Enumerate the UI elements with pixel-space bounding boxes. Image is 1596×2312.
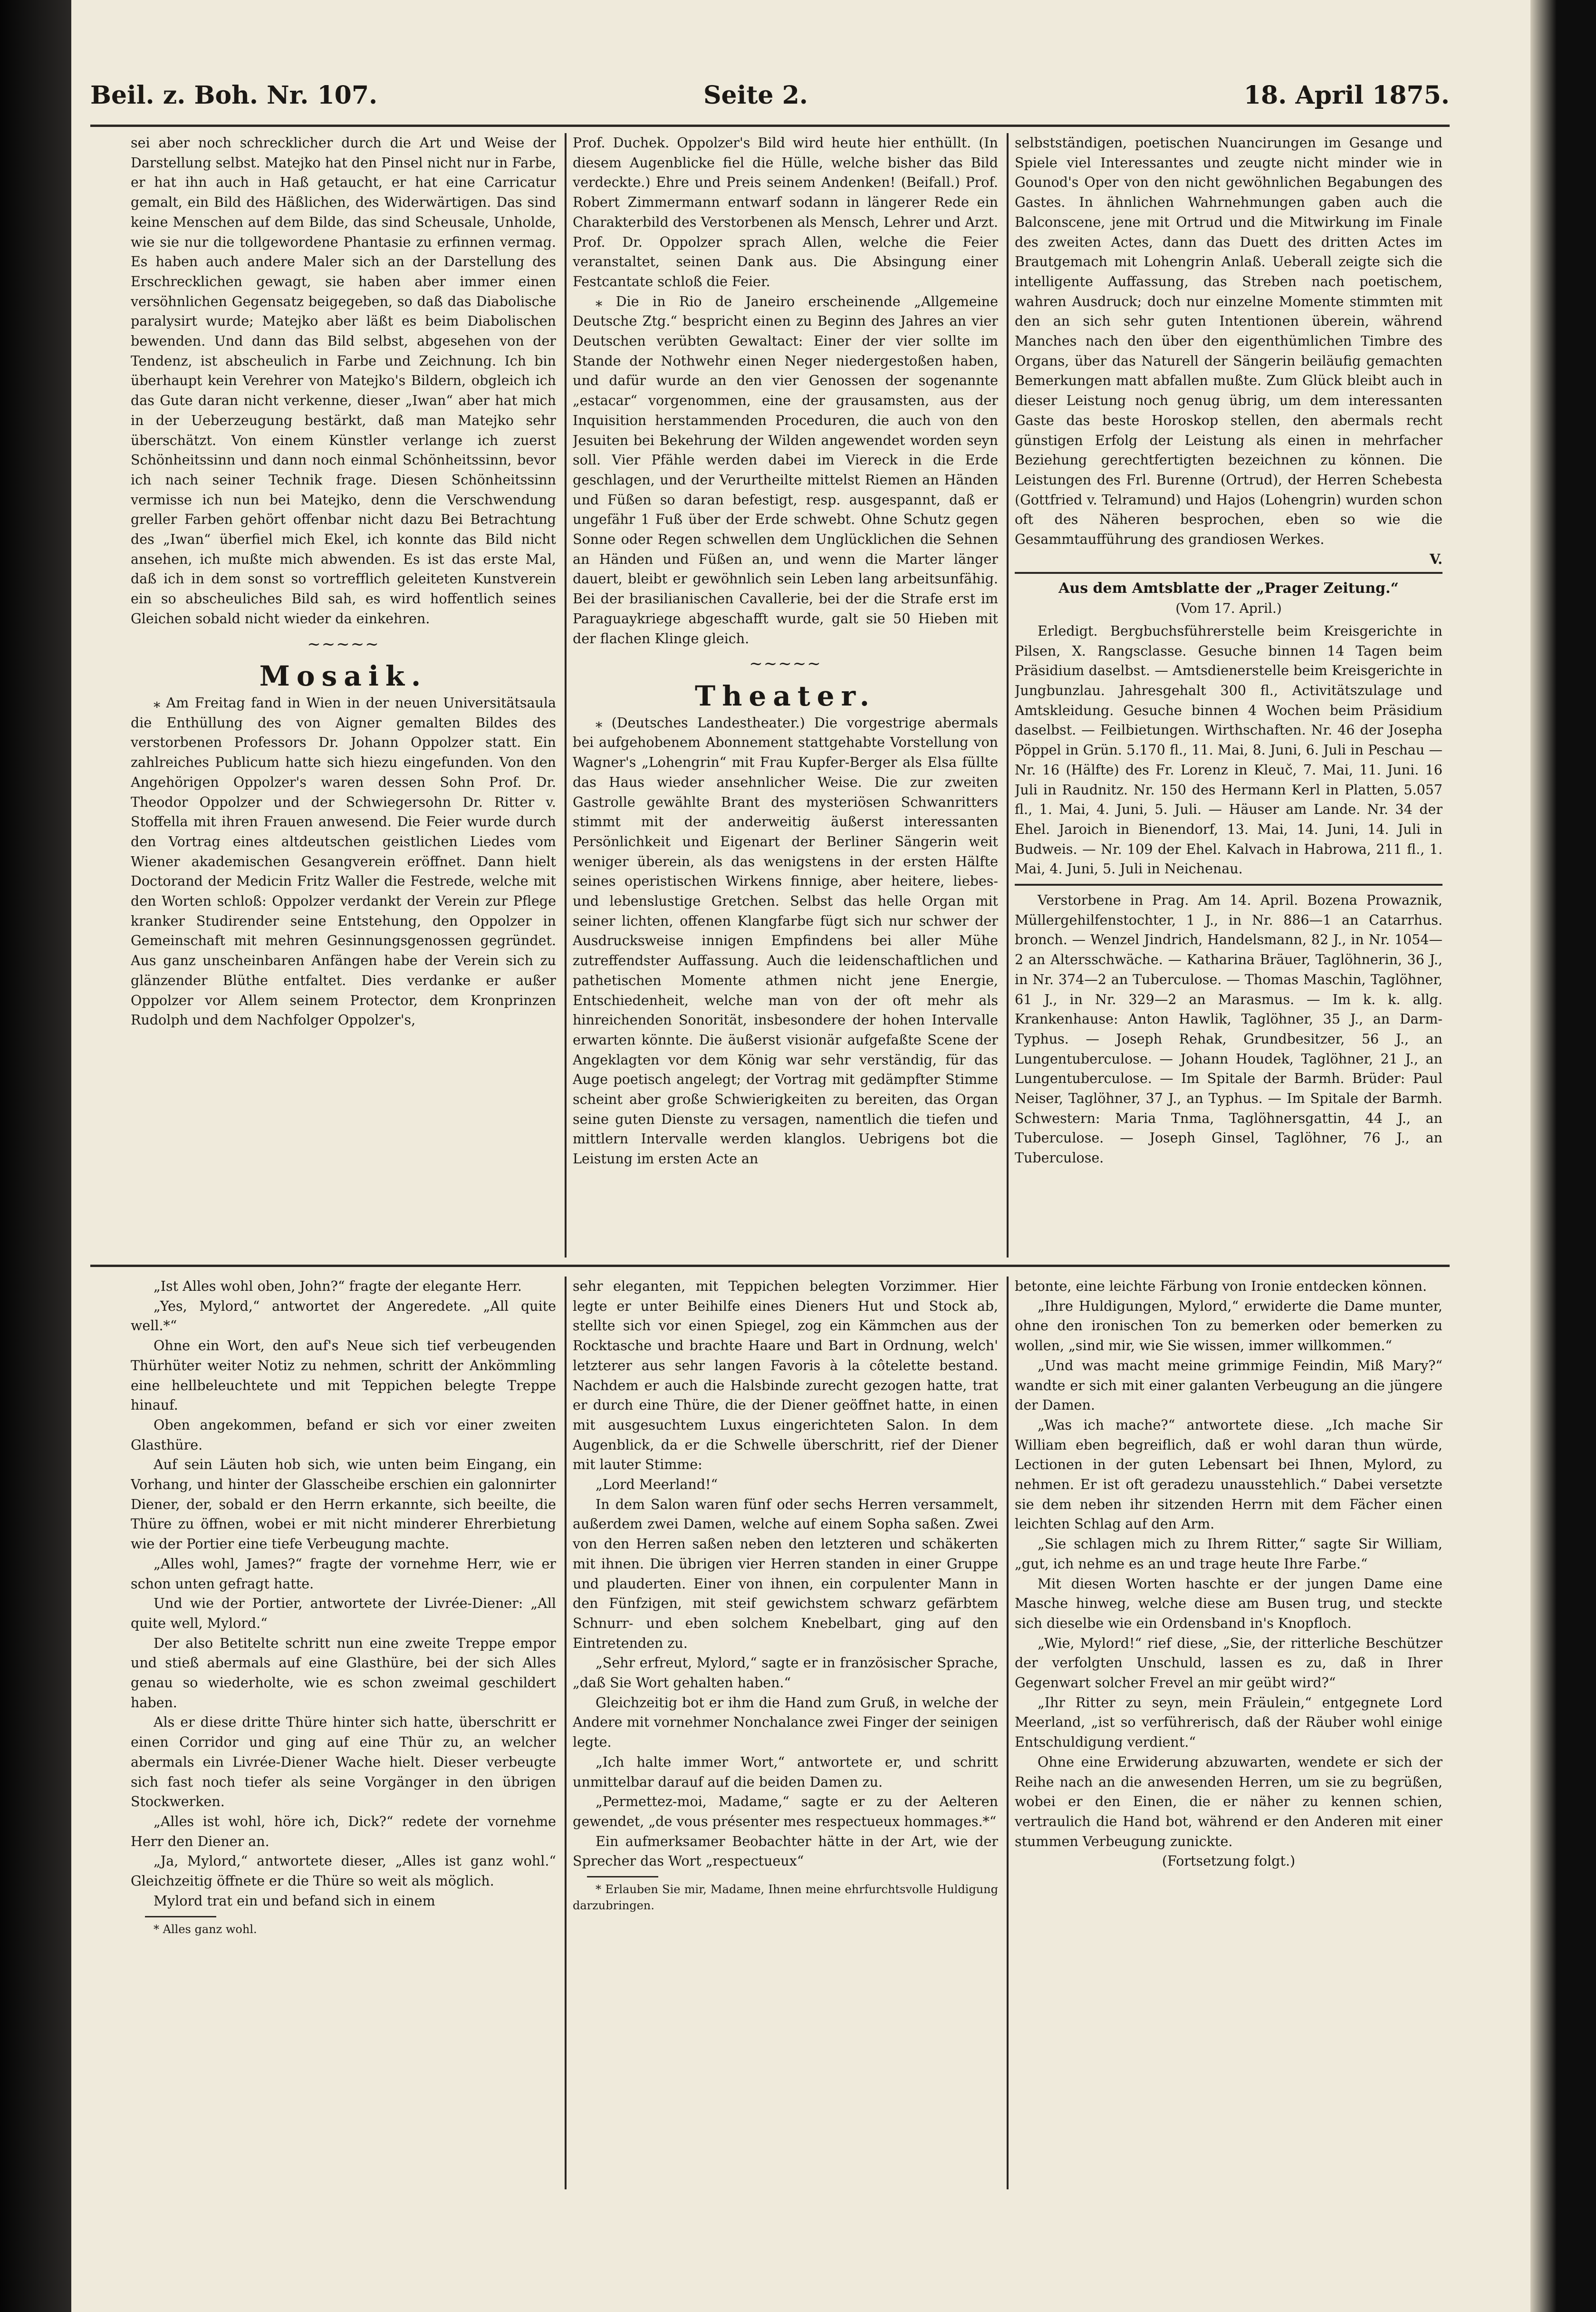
article-amtsblatt: Erledigt. Bergbuchsführerstelle beim Kreisgerichte in Pilsen, X. Rangsclasse. Gesuche binnen 14 Tagen beim Präsidium daselbst. — Amtsdienerstelle beim Kreisgerichte in Jungbunzlau. Jahresgehalt 300 fl., Activitätszulage und Amtskleidung. Gesuche binnen 4 Wochen beim Präsidium daselbst. — Feilbietungen. Wirthschaften. Nr. 46 der Josepha Pöppel in Grün. 5.170 fl., 11. Mai, 8. Juni, 6. Juli in Peschau — Nr. 16 (Hälfte) des Fr. Lorenz in Kleuč, 7. Mai, 11. Juni. 16 Juli in Raudnitz. Nr. 150 des Hermann Kerl in Platten, 5.057 fl., 1. Mai, 4. Juni, 5. Juli. — Häuser am Lande. Nr. 34 der Ehel. Jaroich in Bienendorf, 13. Mai, 14. Juni, 14. Juli in Budweis. — Nr. 109 der Ehel. Kalvach in Habrowa, 211 fl., 1. Mai, 4. Juni, 5. Juli in Neichenau. [1015,623,1442,877]
column-rule [565,1277,567,2189]
story-para: „Ihr Ritter zu seyn, mein Fräulein,“ entgegnete Lord Meerland, „ist so verführerisch, daß der Räuber wohl einige Entschuldigung verdient.“ [1015,1694,1442,1751]
article-verstorbene: Verstorbene in Prag. Am 14. April. Bozena Prowaznik, Müllergehilfenstochter, 1 J., in Nr. 886—1 an Catarrhus. bronch. — Wenzel Jindrich, Handelsmann, 82 J., in Nr. 1054—2 an Altersschwäche. — Katharina Bräuer, Taglöhnerin, 36 J., in Nr. 374—2 an Tuberculose. — Thomas Maschin, Taglöhner, 61 J., in Nr. 329—2 an Marasmus. — Im k. k. allg. Krankenhause: Anton Hawlik, Taglöhner, 35 J., an Darm-Typhus. — Joseph Rehak, Grundbesitzer, 56 J., an Lungentuberculose. — Johann Houdek, Taglöhner, 21 J., an Lungentuberculose. — Im Spitale der Barmh. Brüder: Paul Neiser, Taglöhner, 37 J., an Typhus. — Im Spitale der Barmh. Schwestern: Maria Tnma, Taglöhnersgattin, 44 J., an Tuberculose. — Joseph Ginsel, Taglöhner, 76 J., an Tuberculose. [1015,892,1442,1166]
story-para: „Sie schlagen mich zu Ihrem Ritter,“ sagte Sir William, „gut, ich nehme es an und trage heute Ihre Farbe.“ [1015,1536,1442,1572]
article-rio-de-janeiro: ⁎ Die in Rio de Janeiro erscheinende „Allgemeine Deutsche Ztg.“ bespricht einen zu Beginn des Jahres an vier Deutschen verübten Gewaltact: Einer der vier sollte im Stande der Nothwehr einen Neger niedergestoßen haben, und dafür wurde an den vier Genossen der sogenannte „estacar“ vorgenommen, eine der grausamsten, aus der Inquisition herstammenden Proceduren, die auch von den Jesuiten bei Bekehrung der Wilden angewendet worden seyn soll. Vier Pfähle werden dabei im Viereck in die Erde geschlagen, und der Verurtheilte mittelst Riemen an Händen und Füßen so daran befestigt, resp. ausgespannt, daß er ungefähr 1 Fuß über der Erde schwebt. Ohne Schutz gegen Sonne oder Regen schwellen dem Unglücklichen die Sehnen an Händen und Füßen an, und wenn die Marter länger dauert, bleibt er gewöhnlich sein Leben lang arbeitsunfähig. Bei der brasilianischen Cavallerie, bei der die Strafe erst im Paraguaykriege abgeschafft wurde, galt sie 50 Hieben mit der flachen Klinge gleich. [573,293,998,647]
footnote: * Erlauben Sie mir, Madame, Ihnen meine ehrfurchtsvolle Huldigung darzubringen. [573,1883,998,1913]
header-page-number: Seite 2. [703,81,808,110]
column-1 [131,133,556,1258]
story-para: „Alles ist wohl, höre ich, Dick?“ redete der vornehme Herr den Diener an. [131,1813,556,1849]
story-para: „Was ich mache?“ antwortete diese. „Ich mache Sir William eben begreiflich, daß er wohl daran thun würde, Lectionen in der guten Lebensart bei Ihnen, Mylord, zu nehmen. Er ist oft geradezu unausstehlich.“ Dabei versetzte sie dem neben ihr sitzenden Herrn mit dem Fächer einen leichten Schlag auf den Arm. [1015,1417,1442,1532]
feuilleton-rule [90,1265,1450,1267]
footnote: * Alles ganz wohl. [154,1922,257,1936]
article-signature: V. [1429,551,1442,567]
section-rule [1015,884,1442,886]
story-para: „Sehr erfreut, Mylord,“ sagte er in französischer Sprache, „daß Sie Wort gehalten haben.“ [573,1655,998,1691]
column-rule [565,133,567,1258]
story-para: „Und was macht meine grimmige Feindin, Miß Mary?“ wandte er sich mit einer galanten Verbeugung an die jüngere der Damen. [1015,1357,1442,1413]
story-para: Und wie der Portier, antwortete der Livrée-Diener: „All quite well, Mylord.“ [131,1596,556,1631]
section-divider: ~~~~~ [307,634,380,654]
section-date: (Vom 17. April.) [1175,600,1282,617]
story-para: betonte, eine leichte Färbung von Ironie entdecken können. [1015,1278,1427,1294]
story-para: Mit diesen Worten haschte er der jungen Dame eine Masche hinweg, welche diese am Busen trug, und steckte sich dieselbe wie ein Ordensband in's Knopfloch. [1015,1576,1442,1631]
article-landestheater: ⁎ (Deutsches Landestheater.) Die vorgestrige abermals bei aufgehobenem Abonnement stattgehabte Vorstellung von Wagner's „Lohengrin“ mit Frau Kupfer-Berger als Elsa füllte das Haus wieder ansehnlicher Weise. Die zur zweiten Gastrolle gewählte Brant des mysteriösen Schwanritters stimmt mit der anderweitig äußerst interessanten Persönlichkeit und Eigenart der Berliner Sängerin weit weniger überein, als das wenigstens in der ersten Hälfte seines operistischen Wirkens finnige, aber heitere, liebes- und lebenslustige Gretchen. Selbst das helle Organ mit seiner lichten, offenen Klangfarbe fügt sich nur schwer der Ausdrucksweise innigen Empfindens bei aller Mühe zutreffendster Auffassung. Auch die leidenschaftlichen und pathetischen Momente athmen nicht jene Energie, Entschiedenheit, welche man von der oft mehr als hinreichenden Sonorität, insbesondere der hohen Intervalle erwarten könnte. Die äußerst visionär aufgefaßte Scene der Angeklagten vor dem König war sehr verständig, für das Auge poetisch angelegt; der Vortrag mit gedämpfter Stimme scheint aber große Schwierigkeiten zu bereiten, das Organ seine guten Dienste zu versagen, namentlich die tiefen und mittlern Intervalle werden klanglos. Uebrigens bot die Leistung im ersten Acte an [573,715,998,1167]
section-rule [1015,572,1442,574]
column-3 [1015,133,1442,1258]
column-rule [1007,1277,1009,2189]
story-para: „Permettez-moi, Madame,“ sagte er zu der Aelteren gewendet, „de vous présenter mes respectueux hommages.*“ [573,1794,998,1829]
story-para: Ein aufmerksamer Beobachter hätte in der Art, wie der Sprecher das Wort „respectueux“ [573,1833,998,1869]
story-para: „Yes, Mylord,“ antwortet der Angeredete. „All quite well.*“ [131,1298,556,1334]
story-para: Der also Betitelte schritt nun eine zweite Treppe empor und stieß abermals auf eine Glasthüre, bei der sich Alles genau so wiederholte, wie es schon zweimal geschildert haben. [131,1635,556,1711]
article-oppolzer-end: Prof. Duchek. Oppolzer's Bild wird heute hier enthüllt. (In diesem Augenblicke fiel die Hülle, welche bisher das Bild verdeckte.) Ehre und Preis seinem Andenken! (Beifall.) Prof. Robert Zimmermann entwarf sodann in längerer Rede ein Charakterbild des Verstorbenen als Mensch, Lehrer und Arzt. Prof. Dr. Oppolzer sprach Allen, welche die Feier veranstaltet, seinen Dank aus. Die Absingung einer Festcantate schloß die Feier. [573,135,998,290]
article-matejko-end: sei aber noch schrecklicher durch die Art und Weise der Darstellung selbst. Matejko hat den Pinsel nicht nur in Farbe, er hat ihn auch in Haß getaucht, er hat eine Carricatur gemalt, ein Bild des Häßlichen, des Widerwärtigen. Das sind keine Menschen auf dem Bilde, das sind Scheusale, Unholde, wie sie nur die tollgewordene Phantasie zu erfinnen vermag. Es haben auch andere Maler sich an der Darstellung des Erschrecklichen gewagt, sie haben aber immer einen versöhnlichen Gegensatz beigegeben, so daß das Diabolische paralysirt wurde; Matejko aber läßt es beim Diabolischen bewenden. Und dann das Bild selbst, abgesehen von der Tendenz, ist abscheulich in Farbe und Zeichnung. Ich bin überhaupt kein Verehrer von Matejko's Bildern, obgleich ich das Gute daran nicht verkenne, dieser „Iwan“ aber hat mich in der Ueberzeugung bestärkt, daß man Matejko sehr überschätzt. Von einem Künstler verlange ich zuerst Schönheitssinn und dann noch einmal Schönheitssinn, bevor ich nach seiner Technik frage. Diesen Schönheitssinn vermisse ich nun bei Matejko, denn die Verschwendung greller Farben gehört offenbar nicht dazu Bei Betrachtung des „Iwan“ überfiel mich Ekel, ich konnte das Bild nicht ansehen, ich mußte mich abwenden. Es ist das erste Mal, daß ich in dem sonst so vortrefflich geleiteten Kunstverein ein so abscheuliches Bild sah, es wird hoffentlich seines Gleichen sobald nicht wieder da einkehren. [131,135,556,627]
column-rule [1007,133,1009,1258]
continuation-note: (Fortsetzung folgt.) [1162,1853,1296,1869]
story-column-2 [573,1277,998,2246]
article-landestheater-end: selbstständigen, poetischen Nuancirungen im Gesange und Spiele viel Interessantes und zeugte nicht minder wie in Gounod's Oper von den nicht gewöhnlichen Begabungen des Gastes. In ähnlichen Wahrnehmungen gaben auch die Balconscene, jene mit Ortrud und die Mitwirkung im Finale des zweiten Actes, dann das Duett des dritten Actes im Brautgemach mit Lohengrin Anlaß. Ueberall zeigte sich die intelligente Auffassung, das Streben nach poetischem, wahren Ausdruck; doch nur einzelne Momente stimmten mit den an sich sehr guten Intentionen überein, während Manches nach den über den eigenthümlichen Timbre des Organs, über das Naturell der Sängerin beiläufig gemachten Bemerkungen matt abfallen mußte. Zum Glück bleibt auch in dieser Leistung noch genug übrig, um dem interessanten Gaste das beste Horoskop stellen, den abermals recht günstigen Erfolg der Leistung als einen in mehrfacher Beziehung gerechtfertigten bezeichnen zu können. Die Leistungen des Frl. Burenne (Ortrud), der Herren Schebesta (Gottfried v. Telramund) und Hajos (Lohengrin) wurden schon oft des Näheren besprochen, eben so wie die Gesammtaufführung des grandiosen Werkes. [1015,135,1442,548]
section-divider: ~~~~~ [749,654,822,674]
story-para: „Ja, Mylord,“ antwortete dieser, „Alles ist ganz wohl.“ Gleichzeitig öffnete er die Thüre so weit als möglich. [131,1853,556,1889]
story-para: Gleichzeitig bot er ihm die Hand zum Gruß, in welche der Andere mit vornehmer Nonchalance zwei Finger der seinigen legte. [573,1694,998,1751]
story-para: „Ist Alles wohl oben, John?“ fragte der elegante Herr. [154,1278,522,1294]
story-column-1 [131,1277,556,2246]
story-para: In dem Salon waren fünf oder sechs Herren versammelt, außerdem zwei Damen, welche auf einem Sopha saßen. Zwei von den Herren saßen neben den letzteren und schäkerten mit ihnen. Die übrigen vier Herren standen in einer Gruppe und plauderten. Einer von ihnen, ein corpulenter Mann in den Fünfzigen, mit steif gewichstem schwarz gefärbtem Schnurr- und eben solchem Knebelbart, ging auf den Eintretenden zu. [573,1496,998,1651]
section-heading-theater: Theater. [695,679,876,712]
header-issue: Beil. z. Boh. Nr. 107. [90,81,378,110]
story-para: Oben angekommen, befand er sich vor einer zweiten Glasthüre. [131,1417,556,1453]
story-para: Mylord trat ein und befand sich in einem [154,1893,435,1909]
story-column-3 [1015,1277,1442,2246]
story-para: „Alles wohl, James?“ fragte der vornehme Herr, wie er schon unten gefragt hatte. [131,1556,556,1592]
footnote-rule [145,1916,216,1917]
page-header [90,81,1450,114]
scan-right-edge [1530,0,1596,2312]
section-heading-mosaik: Mosaik. [259,660,428,693]
header-date: 18. April 1875. [1243,81,1450,110]
story-para: Als er diese dritte Thüre hinter sich hatte, überschritt er einen Corridor und ging auf eine Thür zu, an welcher abermals ein Livrée-Diener Wache hielt. Dieser verbeugte sich fast noch tiefer als seine Vorgänger in den übrigen Stockwerken. [131,1714,556,1810]
story-para: Auf sein Läuten hob sich, wie unten beim Eingang, ein Vorhang, und hinter der Glasscheibe erschien ein galonnirter Diener, der, sobald er den Herrn erkannte, sich beeilte, die Thüre zu öffnen, wobei er mit nicht minderer Ehrerbietung wie der Portier eine tiefe Verbeugung machte. [131,1457,556,1552]
story-para: „Ich halte immer Wort,“ antwortete er, und schritt unmittelbar darauf auf die beiden Damen zu. [573,1754,998,1790]
column-2 [573,133,998,1258]
section-heading-amtsblatt: Aus dem Amtsblatte der „Prager Zeitung.“ [1058,580,1399,597]
header-rule [90,125,1450,127]
story-para: „Wie, Mylord!“ rief diese, „Sie, der ritterliche Beschützer der verfolgten Unschuld, lassen es zu, daß in Ihrer Gegenwart solcher Frevel an mir geübt wird?“ [1015,1635,1442,1691]
article-oppolzer: ⁎ Am Freitag fand in Wien in der neuen Universitätsaula die Enthüllung des von Aigner gemalten Bildes des verstorbenen Professors Dr. Johann Oppolzer statt. Ein zahlreiches Publicum hatte sich hiezu eingefunden. Von den Angehörigen Oppolzer's waren dessen Sohn Prof. Dr. Theodor Oppolzer und der Schwiegersohn Dr. Ritter v. Stoffella mit ihren Frauen anwesend. Die Feier wurde durch den Vortrag eines altdeutschen geistlichen Liedes vom Wiener akademischen Gesangverein eröffnet. Dann hielt Doctorand der Medicin Fritz Waller die Festrede, welche mit den Worten schloß: Oppolzer verdankt der Verein zur Pflege kranker Studirender seine Entstehung, den Oppolzer in Gemeinschaft mit mehren Gesinnungsgenossen gegründet. Aus ganz unscheinbaren Anfängen habe der Verein sich zu glänzender Blüthe entfaltet. Dies verdanke er außer Oppolzer vor Allem seinem Protector, dem Kronprinzen Rudolph und dem Nachfolger Oppolzer's, [131,695,556,1028]
story-para: sehr eleganten, mit Teppichen belegten Vorzimmer. Hier legte er unter Beihilfe eines Dieners Hut und Stock ab, stellte sich vor einen Spiegel, zog ein Kämmchen aus der Rocktasche und brachte Haare und Bart in Ordnung, welch' letzterer aus sehr langen Favoris à la côtelette bestand. Nachdem er auch die Halsbinde zurecht gezogen hatte, trat er durch eine Thüre, die der Diener geöffnet hatte, in einen mit ausgesuchtem Luxus eingerichteten Salon. In dem Augenblick, da er die Schwelle überschritt, rief der Diener mit lauter Stimme: [573,1278,998,1473]
footnote-rule [587,1876,658,1877]
story-para: Ohne eine Erwiderung abzuwarten, wendete er sich der Reihe nach an die anwesenden Herren, um sie zu begrüßen, wobei er den Einen, die er näher zu kennen schien, vertraulich die Hand bot, während er den Anderen mit einer stummen Verbeugung zunickte. [1015,1754,1442,1849]
story-para: Ohne ein Wort, den auf's Neue sich tief verbeugenden Thürhüter weiter Notiz zu nehmen, schritt der Ankömmling eine hellbeleuchtete und mit Teppichen belegte Treppe hinauf. [131,1338,556,1413]
story-para: „Ihre Huldigungen, Mylord,“ erwiderte die Dame munter, ohne den ironischen Ton zu bemerken oder bemerken zu wollen, „sind mir, wie Sie wissen, immer willkommen.“ [1015,1298,1442,1354]
story-para: „Lord Meerland!“ [596,1477,718,1493]
scan-left-edge [0,0,71,2312]
